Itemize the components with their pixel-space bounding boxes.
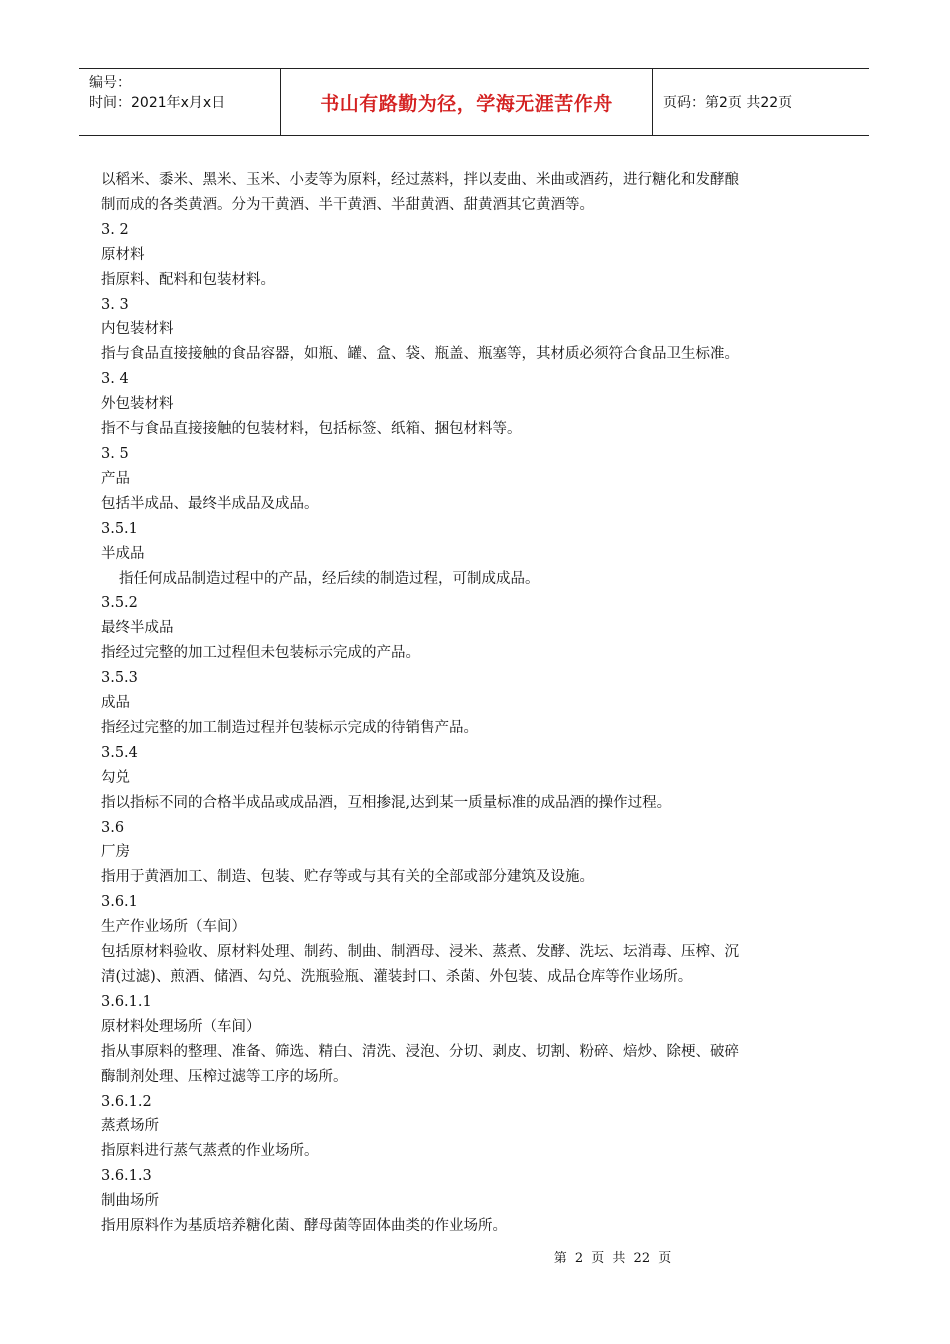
term-heading: 蒸煮场所	[101, 1118, 159, 1135]
body-line: 以稻米、黍米、黑米、玉米、小麦等为原料，经过蒸料，拌以麦曲、米曲或酒药，进行糖化和发酵酿	[101, 172, 739, 188]
section-number: 3.5.3	[101, 670, 138, 687]
section-number: 3.6.1.2	[101, 1093, 152, 1110]
page-header	[79, 68, 869, 136]
term-heading: 勾兑	[101, 769, 130, 786]
term-definition: 指用于黄酒加工、制造、包装、贮存等或与其有关的全部或部分建筑及设施。	[101, 869, 594, 886]
term-definition: 指与食品直接接触的食品容器，如瓶、罐、盒、袋、瓶盖、瓶塞等，其材质必须符合食品卫生标准。	[101, 346, 739, 363]
term-heading: 厂房	[101, 844, 130, 861]
section-number: 3.5.1	[101, 520, 138, 537]
term-heading: 外包装材料	[101, 396, 174, 413]
term-definition: 包括半成品、最终半成品及成品。	[101, 495, 319, 512]
time-label: 时间：2021年x月x日	[89, 95, 226, 111]
section-number: 3. 4	[101, 371, 129, 388]
term-heading: 产品	[101, 470, 130, 487]
header-meta	[79, 69, 281, 135]
term-definition: 指经过完整的加工制造过程并包装标示完成的待销售产品。	[101, 719, 478, 736]
page-footer: 第 2 页 共 22 页	[553, 1251, 672, 1266]
document-body	[101, 168, 853, 1239]
term-definition: 包括原材料验收、原材料处理、制药、制曲、制酒母、浸米、蒸煮、发酵、洗坛、坛消毒、压榨、沉	[101, 944, 739, 961]
term-definition: 指原料进行蒸气蒸煮的作业场所。	[101, 1143, 319, 1160]
number-label: 编号：	[89, 75, 131, 91]
section-number: 3.6	[101, 819, 125, 836]
term-definition: 指经过完整的加工过程但未包装标示完成的产品。	[101, 645, 420, 662]
section-number: 3. 5	[101, 445, 129, 462]
term-heading: 制曲场所	[101, 1193, 159, 1210]
section-number: 3.5.2	[101, 595, 138, 612]
term-definition: 指用原料作为基质培养糖化菌、酵母菌等固体曲类的作业场所。	[101, 1218, 507, 1235]
term-heading: 最终半成品	[101, 620, 174, 637]
section-number: 3.6.1.1	[101, 993, 152, 1010]
term-heading: 原材料	[101, 246, 145, 263]
header-motto: 书山有路勤为径，学海无涯苦作舟	[281, 69, 653, 135]
section-number: 3. 2	[101, 221, 129, 238]
term-definition: 指从事原料的整理、准备、筛选、精白、清洗、浸泡、分切、剥皮、切割、粉碎、焙炒、除梗、破碎	[101, 1043, 739, 1060]
header-page-info: 页码：第2页 共22页	[663, 95, 793, 111]
body-line: 制而成的各类黄酒。分为干黄酒、半干黄酒、半甜黄酒、甜黄酒其它黄酒等。	[101, 196, 594, 213]
term-heading: 原材料处理场所（车间）	[101, 1018, 261, 1035]
term-definition: 清(过滤)、煎酒、储酒、勾兑、洗瓶验瓶、灌装封口、杀菌、外包装、成品仓库等作业场所。	[101, 969, 693, 985]
section-number: 3.6.1.3	[101, 1168, 152, 1185]
term-heading: 内包装材料	[101, 321, 174, 338]
term-definition: 指原料、配料和包装材料。	[101, 271, 275, 288]
section-number: 3.5.4	[101, 744, 138, 761]
term-heading: 半成品	[101, 545, 145, 562]
section-number: 3. 3	[101, 296, 129, 313]
term-heading: 生产作业场所（车间）	[101, 919, 246, 936]
term-heading: 成品	[101, 695, 130, 712]
term-definition: 指以指标不同的合格半成品或成品酒，互相掺混,达到某一质量标准的成品酒的操作过程。	[101, 794, 672, 811]
term-definition: 酶制剂处理、压榨过滤等工序的场所。	[101, 1068, 348, 1085]
term-definition: 指任何成品制造过程中的产品，经后续的制造过程，可制成成品。	[119, 570, 540, 587]
term-definition: 指不与食品直接接触的包装材料，包括标签、纸箱、捆包材料等。	[101, 421, 522, 438]
section-number: 3.6.1	[101, 894, 138, 911]
